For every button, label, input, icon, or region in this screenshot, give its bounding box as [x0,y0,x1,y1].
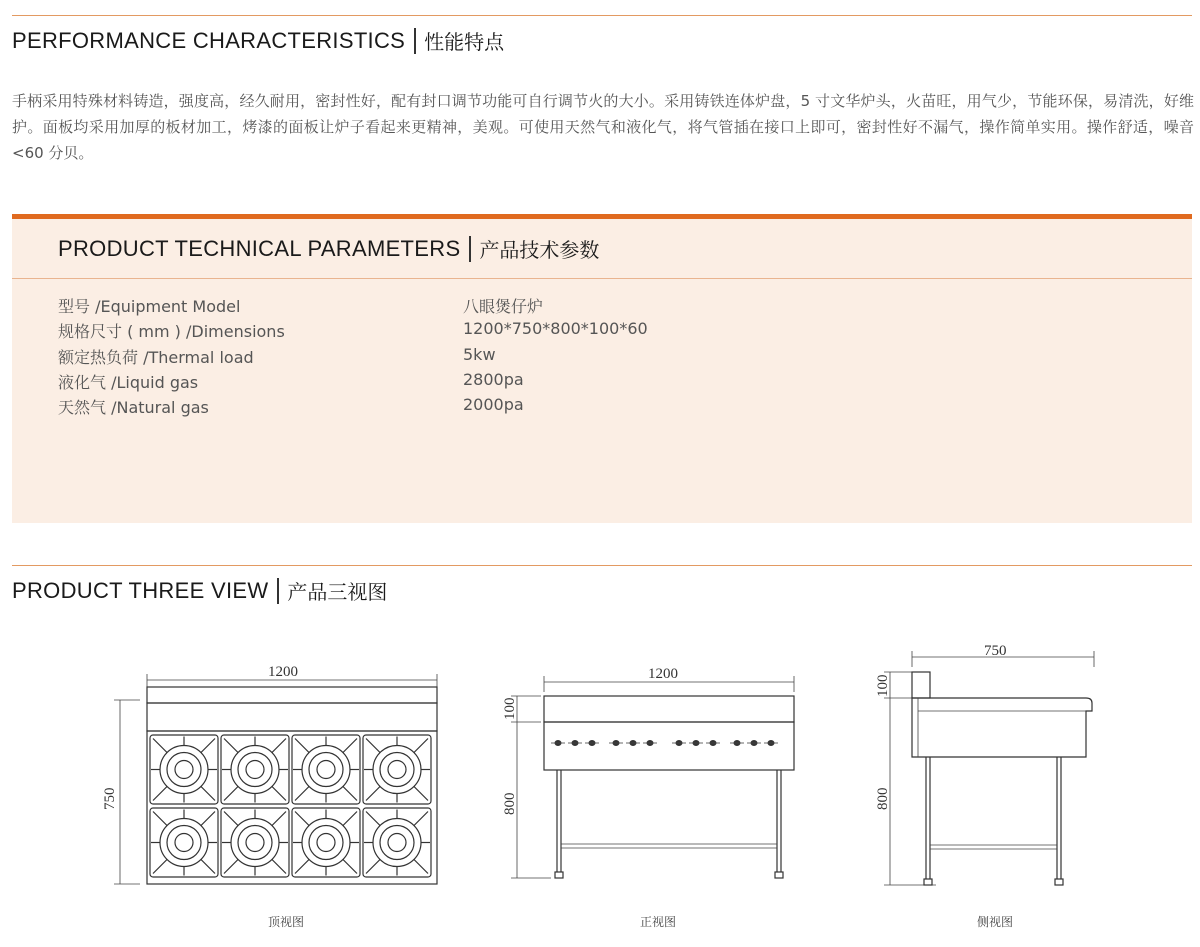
top-view-width-text: 1200 [268,664,298,680]
front-view-drawing [495,650,805,890]
performance-description: 手柄采用特殊材料铸造，强度高，经久耐用，密封性好，配有封口调节功能可自行调节火的大小。采用铸铁连体炉盘，5 寸文华炉头，火苗旺，用气少，节能环保，易清洗，好维护。面板均采用加厚的板材加工，烤漆的面板让炉子看起来更精神，美观。可使用天然气和液化气，将气管插在接口上即可，密封性好不漏气，操作简单实用。操作舒适，噪音 <60 分贝。 [12,92,1194,162]
knob [551,740,565,746]
knob [626,740,640,746]
knob [764,740,778,746]
param-value-dimensions: 1200*750*800*100*60 [463,319,648,338]
views-title-en: PRODUCT THREE VIEW [12,577,269,603]
top-view-width-dimension [147,664,437,690]
performance-title-en: PERFORMANCE CHARACTERISTICS [12,27,406,53]
top-view-depth-text: 750 [102,787,118,810]
title-separator [277,578,279,604]
front-view-backsplash [544,696,794,722]
front-view-width-text: 1200 [648,666,678,682]
knob [672,740,686,746]
param-label-model: 型号 /Equipment Model [58,297,241,316]
top-view-burners [150,735,431,877]
top-view-depth-dimension [102,700,140,884]
param-label-natural-gas: 天然气 /Natural gas [58,398,209,417]
knob [730,740,744,746]
burner-grate [221,808,289,877]
knob [643,740,657,746]
side-view-label: 侧视图 [977,915,1014,929]
param-value-natural-gas: 2000pa [463,395,524,414]
performance-title-zh: 性能特点 [424,30,505,54]
param-value-thermal-load: 5kw [463,345,496,364]
side-view-drawing [860,635,1110,890]
side-view-legs [924,757,1063,885]
parameters-title-en: PRODUCT TECHNICAL PARAMETERS [58,235,461,261]
param-label-dimensions: 规格尺寸 ( mm ) /Dimensions [58,322,285,341]
side-view-height-dimension [875,672,936,885]
views-title [12,576,387,605]
param-label-thermal-load: 额定热负荷 /Thermal load [58,348,254,367]
front-view-label: 正视图 [640,915,677,929]
side-view-body [912,698,1092,757]
title-separator [414,28,416,54]
front-view-splash-text: 100 [502,697,518,720]
knob [706,740,720,746]
views-title-zh: 产品三视图 [287,580,388,604]
side-view-height-text: 800 [875,787,891,810]
front-view-legs [555,770,783,878]
parameters-divider [12,278,1192,279]
burner-grate [292,735,360,804]
knob [568,740,582,746]
side-view-backsplash [912,672,930,698]
front-view-body [544,722,794,770]
views-rule [12,565,1192,566]
side-view-splash-text: 100 [875,674,891,697]
top-view-drawing [100,650,460,900]
burner-grate [363,735,431,804]
burner-grate [221,735,289,804]
knob [609,740,623,746]
top-view-backsplash [147,687,437,703]
side-view-depth-dimension [912,643,1094,667]
front-view-width-dimension [544,666,794,692]
burner-grate [363,808,431,877]
top-view-label: 顶视图 [268,915,305,929]
parameters-accent-bar [12,214,1192,219]
knob [585,740,599,746]
top-view-rim [147,703,437,731]
knob [689,740,703,746]
parameters-title-zh: 产品技术参数 [479,238,600,262]
title-separator [469,236,471,262]
top-rule [12,15,1192,16]
performance-title [12,26,504,55]
burner-grate [292,808,360,877]
param-value-model: 八眼煲仔炉 [463,297,544,316]
front-view-height-text: 800 [502,792,518,815]
burner-grate [150,735,218,804]
front-view-knobs [551,740,778,746]
side-view-depth-text: 750 [984,643,1007,659]
param-label-liquid-gas: 液化气 /Liquid gas [58,373,199,392]
parameters-title [58,234,599,263]
burner-grate [150,808,218,877]
knob [747,740,761,746]
param-value-liquid-gas: 2800pa [463,370,524,389]
